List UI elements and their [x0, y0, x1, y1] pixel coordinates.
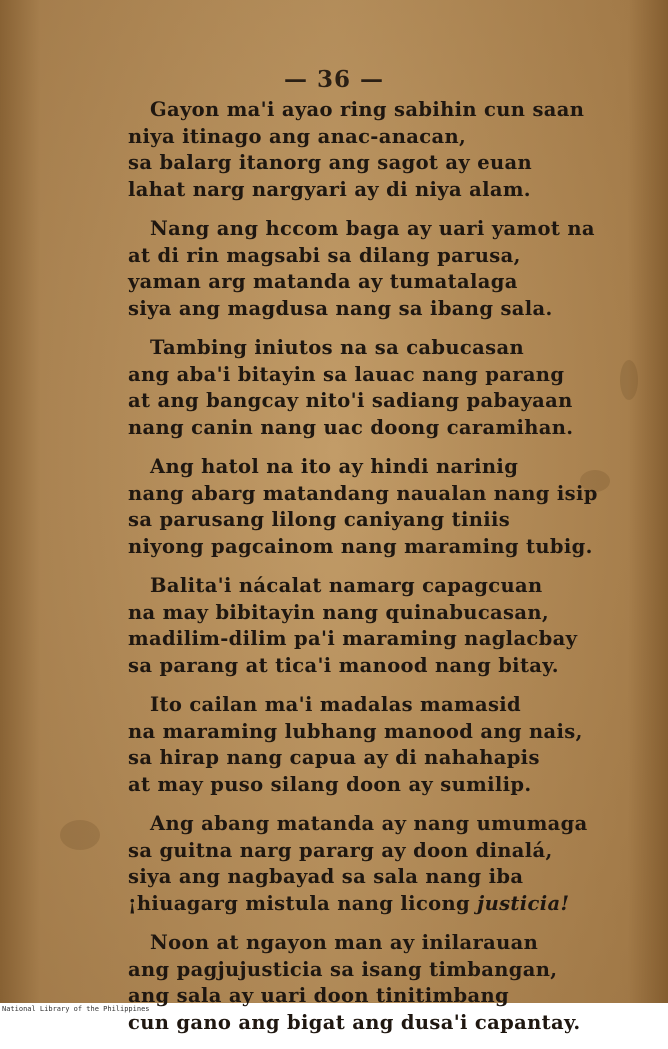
- verse-line: cun gano ang bigat ang dusa'i capantay.: [128, 1010, 581, 1034]
- verse-line: Ito cailan ma'i madalas mamasid: [150, 693, 522, 716]
- verse-line: at ang bangcay nito'i sadiang pabayaan: [128, 389, 573, 412]
- verse-line: sa parang at tica'i manood nang bitay.: [128, 653, 559, 677]
- library-watermark: National Library of the Philippines: [2, 1005, 150, 1013]
- stanza: [128, 216, 608, 322]
- verse-line: nang canin nang uac doong caramihan.: [128, 415, 574, 439]
- verse-line: [128, 891, 608, 918]
- stanza: [128, 811, 608, 917]
- verse-line: sa hirap nang capua ay di nahahapis: [128, 746, 540, 769]
- verse-line: niyong pagcainom nang maraming tubig.: [128, 534, 593, 558]
- paper-stain: [60, 820, 100, 850]
- verse-line: yaman arg matanda ay tumatalaga: [128, 270, 518, 293]
- verse-line: Nang ang hccom baga ay uari yamot na: [150, 217, 595, 240]
- verse-line: Noon at ngayon man ay inilarauan: [150, 931, 539, 954]
- stanza: [128, 573, 608, 679]
- stanza: [128, 335, 608, 441]
- verse-line: sa balarg itanorg ang sagot ay euan: [128, 151, 533, 174]
- stanza: [128, 930, 608, 1036]
- verse-text: ¡hiuagarg mistula nang licong: [128, 891, 478, 915]
- verse-line: at may puso silang doon ay sumilip.: [128, 772, 532, 796]
- verse-line: at di rin magsabi sa dilang parusa,: [128, 243, 521, 267]
- verse-line: ang sala ay uari doon tinitimbang: [128, 984, 510, 1007]
- verse-line: Ang abang matanda ay nang umumaga: [150, 812, 588, 835]
- verse-line: Tambing iniutos na sa cabucasan: [150, 336, 524, 359]
- verse-line: sa parusang lilong caniyang tiniis: [128, 508, 511, 531]
- verse-line: Balita'i nácalat namarg capagcuan: [150, 574, 543, 597]
- stanza: [128, 692, 608, 798]
- verse-line: siya ang magdusa nang sa ibang sala.: [128, 296, 553, 320]
- verse-line: madilim-dilim pa'i maraming naglacbay: [128, 627, 578, 650]
- verse-line: niya itinago ang anac-anacan,: [128, 124, 467, 148]
- stanza: [128, 97, 608, 203]
- verse-line: sa guitna narg pararg ay doon dinalá,: [128, 838, 553, 862]
- page-number: — 36 —: [283, 66, 385, 93]
- verse-line: lahat narg nargyari ay di niya alam.: [128, 177, 531, 201]
- verse-line: siya ang nagbayad sa sala nang iba: [128, 865, 524, 888]
- verse-line: nang abarg matandang naualan nang isip: [128, 481, 598, 505]
- verse-line: na may bibitayin nang quinabucasan,: [128, 600, 550, 624]
- verse-line: Ang hatol na ito ay hindi narinig: [150, 455, 519, 478]
- verse-line: ang aba'i bitayin sa lauac nang parang: [128, 362, 565, 386]
- italic-word-justicia: justicia!: [477, 891, 570, 915]
- verse-line: Gayon ma'i ayao ring sabihin cun saan: [150, 98, 585, 121]
- paper-stain: [620, 360, 638, 400]
- poem-body: [128, 97, 608, 1049]
- stanza: [128, 454, 608, 560]
- verse-line: na maraming lubhang manood ang nais,: [128, 719, 583, 743]
- verse-line: ang pagjujusticia sa isang timbangan,: [128, 957, 558, 981]
